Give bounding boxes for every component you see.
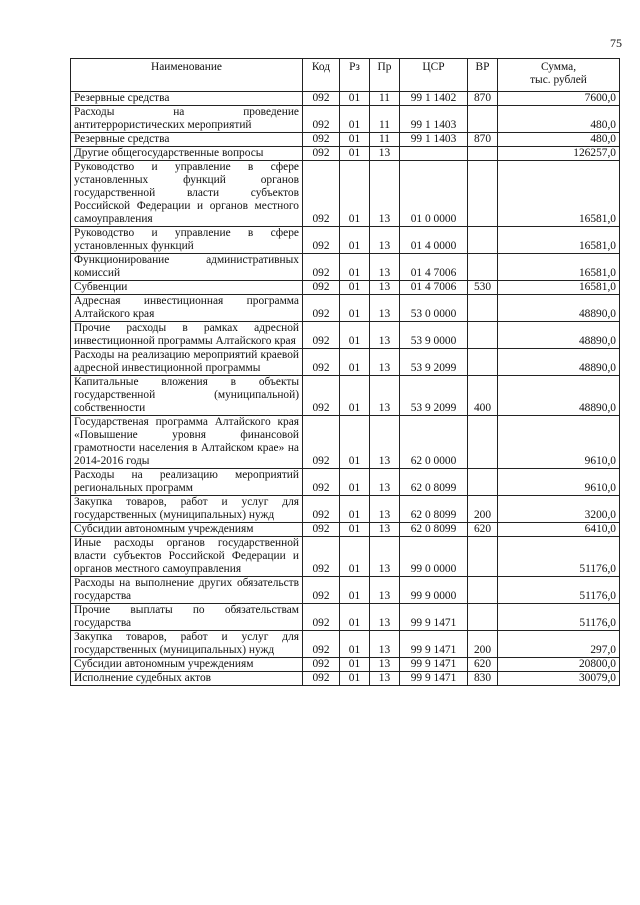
cell-rz: 01 xyxy=(340,349,370,376)
cell-sum: 16581,0 xyxy=(498,281,620,295)
table-row xyxy=(71,254,620,281)
cell-kod: 092 xyxy=(303,161,340,227)
cell-csr: 53 9 0000 xyxy=(400,322,468,349)
cell-name: Прочие расходы в рамках адресной инвестиционной программы Алтайского края xyxy=(71,322,303,349)
cell-sum: 7600,0 xyxy=(498,92,620,106)
cell-pr: 13 xyxy=(370,161,400,227)
cell-sum: 9610,0 xyxy=(498,416,620,469)
cell-kod: 092 xyxy=(303,147,340,161)
cell-name: Руководство и управление в сфере установленных функций органов государственной власти субъектов Российской Федерации и органов местного самоуправления xyxy=(71,161,303,227)
cell-vr xyxy=(468,254,498,281)
cell-vr xyxy=(468,537,498,577)
cell-sum: 9610,0 xyxy=(498,469,620,496)
cell-rz: 01 xyxy=(340,106,370,133)
cell-pr: 11 xyxy=(370,106,400,133)
cell-sum: 48890,0 xyxy=(498,322,620,349)
cell-rz: 01 xyxy=(340,537,370,577)
cell-kod: 092 xyxy=(303,254,340,281)
cell-pr: 13 xyxy=(370,254,400,281)
cell-name: Прочие выплаты по обязательствам государства xyxy=(71,604,303,631)
cell-name: Капитальные вложения в объекты государственной (муниципальной) собственности xyxy=(71,376,303,416)
cell-rz: 01 xyxy=(340,295,370,322)
table-row xyxy=(71,133,620,147)
cell-kod: 092 xyxy=(303,537,340,577)
budget-table xyxy=(70,58,620,686)
cell-pr: 13 xyxy=(370,672,400,686)
cell-name: Субвенции xyxy=(71,281,303,295)
cell-rz: 01 xyxy=(340,281,370,295)
cell-name: Функционирование административных комиссий xyxy=(71,254,303,281)
cell-csr: 99 0 0000 xyxy=(400,537,468,577)
cell-vr xyxy=(468,161,498,227)
cell-vr: 870 xyxy=(468,92,498,106)
cell-vr: 620 xyxy=(468,658,498,672)
cell-kod: 092 xyxy=(303,672,340,686)
table-row xyxy=(71,604,620,631)
cell-csr: 62 0 8099 xyxy=(400,469,468,496)
cell-sum: 51176,0 xyxy=(498,577,620,604)
cell-vr xyxy=(468,577,498,604)
cell-name: Субсидии автономным учреждениям xyxy=(71,523,303,537)
header-sum-line1: Сумма, xyxy=(540,61,577,73)
cell-rz: 01 xyxy=(340,133,370,147)
table-row xyxy=(71,537,620,577)
header-csr: ЦСР xyxy=(400,59,468,92)
cell-rz: 01 xyxy=(340,376,370,416)
cell-name: Расходы на проведение антитеррористических мероприятий xyxy=(71,106,303,133)
cell-csr: 99 9 1471 xyxy=(400,631,468,658)
cell-vr: 530 xyxy=(468,281,498,295)
cell-sum: 16581,0 xyxy=(498,227,620,254)
cell-sum: 51176,0 xyxy=(498,537,620,577)
cell-rz: 01 xyxy=(340,322,370,349)
cell-name: Расходы на выполнение других обязательств государства xyxy=(71,577,303,604)
cell-csr: 01 0 0000 xyxy=(400,161,468,227)
cell-vr xyxy=(468,147,498,161)
cell-vr: 200 xyxy=(468,631,498,658)
cell-kod: 092 xyxy=(303,106,340,133)
header-sum-line2: тыс. рублей xyxy=(530,74,587,86)
cell-csr: 99 1 1403 xyxy=(400,133,468,147)
cell-pr: 13 xyxy=(370,281,400,295)
table-row xyxy=(71,147,620,161)
header-name: Наименование xyxy=(71,59,303,92)
table-row xyxy=(71,322,620,349)
cell-csr: 01 4 7006 xyxy=(400,281,468,295)
cell-csr: 99 9 1471 xyxy=(400,604,468,631)
cell-vr: 870 xyxy=(468,133,498,147)
table-row xyxy=(71,92,620,106)
table-row xyxy=(71,523,620,537)
table-row xyxy=(71,295,620,322)
cell-name: Иные расходы органов государственной власти субъектов Российской Федерации и органов местного самоуправления xyxy=(71,537,303,577)
cell-sum: 6410,0 xyxy=(498,523,620,537)
table-header-row xyxy=(71,59,620,92)
cell-csr: 53 9 2099 xyxy=(400,376,468,416)
cell-kod: 092 xyxy=(303,376,340,416)
cell-vr xyxy=(468,416,498,469)
cell-rz: 01 xyxy=(340,496,370,523)
cell-vr: 830 xyxy=(468,672,498,686)
cell-csr: 53 9 2099 xyxy=(400,349,468,376)
cell-pr: 13 xyxy=(370,604,400,631)
cell-rz: 01 xyxy=(340,254,370,281)
table-row xyxy=(71,281,620,295)
cell-sum: 297,0 xyxy=(498,631,620,658)
cell-pr: 13 xyxy=(370,376,400,416)
header-vr: ВР xyxy=(468,59,498,92)
cell-rz: 01 xyxy=(340,523,370,537)
cell-vr: 620 xyxy=(468,523,498,537)
cell-sum: 480,0 xyxy=(498,106,620,133)
cell-csr: 62 0 8099 xyxy=(400,496,468,523)
cell-rz: 01 xyxy=(340,631,370,658)
cell-rz: 01 xyxy=(340,92,370,106)
cell-sum: 16581,0 xyxy=(498,254,620,281)
cell-pr: 13 xyxy=(370,227,400,254)
cell-pr: 13 xyxy=(370,469,400,496)
cell-pr: 13 xyxy=(370,295,400,322)
cell-vr xyxy=(468,469,498,496)
cell-kod: 092 xyxy=(303,92,340,106)
cell-kod: 092 xyxy=(303,604,340,631)
cell-sum: 48890,0 xyxy=(498,295,620,322)
cell-sum: 30079,0 xyxy=(498,672,620,686)
cell-name: Расходы на реализацию мероприятий краевой адресной инвестиционной программы xyxy=(71,349,303,376)
cell-kod: 092 xyxy=(303,631,340,658)
cell-rz: 01 xyxy=(340,161,370,227)
cell-pr: 13 xyxy=(370,322,400,349)
cell-pr: 11 xyxy=(370,133,400,147)
cell-name: Субсидии автономным учреждениям xyxy=(71,658,303,672)
cell-sum: 48890,0 xyxy=(498,376,620,416)
page-number: 75 xyxy=(610,36,622,50)
table-row xyxy=(71,227,620,254)
cell-name: Резервные средства xyxy=(71,133,303,147)
cell-sum: 51176,0 xyxy=(498,604,620,631)
cell-csr: 99 9 1471 xyxy=(400,672,468,686)
cell-vr xyxy=(468,227,498,254)
cell-sum: 16581,0 xyxy=(498,161,620,227)
cell-rz: 01 xyxy=(340,577,370,604)
cell-name: Резервные средства xyxy=(71,92,303,106)
cell-pr: 13 xyxy=(370,496,400,523)
cell-pr: 13 xyxy=(370,577,400,604)
cell-vr xyxy=(468,349,498,376)
cell-name: Исполнение судебных актов xyxy=(71,672,303,686)
table-row xyxy=(71,658,620,672)
cell-pr: 13 xyxy=(370,349,400,376)
table-row xyxy=(71,469,620,496)
cell-pr: 13 xyxy=(370,523,400,537)
cell-rz: 01 xyxy=(340,604,370,631)
cell-name: Руководство и управление в сфере установленных функций xyxy=(71,227,303,254)
cell-csr: 62 0 8099 xyxy=(400,523,468,537)
header-sum xyxy=(498,59,620,92)
cell-pr: 13 xyxy=(370,147,400,161)
cell-csr: 01 4 7006 xyxy=(400,254,468,281)
cell-csr: 99 9 0000 xyxy=(400,577,468,604)
cell-rz: 01 xyxy=(340,658,370,672)
cell-csr: 99 9 1471 xyxy=(400,658,468,672)
cell-sum: 480,0 xyxy=(498,133,620,147)
cell-kod: 092 xyxy=(303,416,340,469)
cell-kod: 092 xyxy=(303,349,340,376)
header-pr: Пр xyxy=(370,59,400,92)
cell-name: Адресная инвестиционная программа Алтайского края xyxy=(71,295,303,322)
cell-vr xyxy=(468,604,498,631)
cell-csr: 53 0 0000 xyxy=(400,295,468,322)
cell-name: Расходы на реализацию мероприятий региональных программ xyxy=(71,469,303,496)
cell-kod: 092 xyxy=(303,281,340,295)
cell-kod: 092 xyxy=(303,227,340,254)
cell-pr: 13 xyxy=(370,658,400,672)
cell-vr: 200 xyxy=(468,496,498,523)
cell-rz: 01 xyxy=(340,672,370,686)
cell-kod: 092 xyxy=(303,469,340,496)
cell-sum: 126257,0 xyxy=(498,147,620,161)
table-row xyxy=(71,349,620,376)
table-row xyxy=(71,416,620,469)
cell-csr: 01 4 0000 xyxy=(400,227,468,254)
cell-kod: 092 xyxy=(303,658,340,672)
cell-rz: 01 xyxy=(340,147,370,161)
cell-rz: 01 xyxy=(340,227,370,254)
cell-kod: 092 xyxy=(303,496,340,523)
header-kod: Код xyxy=(303,59,340,92)
cell-rz: 01 xyxy=(340,416,370,469)
cell-name: Государственая программа Алтайского края «Повышение уровня финансовой грамотности населения в Алтайском крае» на 2014-2016 годы xyxy=(71,416,303,469)
cell-kod: 092 xyxy=(303,577,340,604)
cell-vr xyxy=(468,106,498,133)
cell-name: Закупка товаров, работ и услуг для государственных (муниципальных) нужд xyxy=(71,631,303,658)
cell-rz: 01 xyxy=(340,469,370,496)
cell-pr: 13 xyxy=(370,537,400,577)
cell-sum: 48890,0 xyxy=(498,349,620,376)
cell-vr xyxy=(468,295,498,322)
cell-kod: 092 xyxy=(303,322,340,349)
cell-name: Другие общегосударственные вопросы xyxy=(71,147,303,161)
cell-sum: 3200,0 xyxy=(498,496,620,523)
header-rz: Рз xyxy=(340,59,370,92)
cell-pr: 13 xyxy=(370,631,400,658)
table-row xyxy=(71,376,620,416)
table-row xyxy=(71,496,620,523)
cell-pr: 13 xyxy=(370,416,400,469)
cell-name: Закупка товаров, работ и услуг для государственных (муниципальных) нужд xyxy=(71,496,303,523)
cell-pr: 11 xyxy=(370,92,400,106)
cell-kod: 092 xyxy=(303,523,340,537)
table-row xyxy=(71,631,620,658)
table-row xyxy=(71,161,620,227)
table-row xyxy=(71,672,620,686)
table-row xyxy=(71,577,620,604)
cell-sum: 20800,0 xyxy=(498,658,620,672)
cell-csr: 62 0 0000 xyxy=(400,416,468,469)
cell-csr: 99 1 1403 xyxy=(400,106,468,133)
table-row xyxy=(71,106,620,133)
cell-vr xyxy=(468,322,498,349)
cell-vr: 400 xyxy=(468,376,498,416)
cell-kod: 092 xyxy=(303,295,340,322)
cell-csr xyxy=(400,147,468,161)
cell-csr: 99 1 1402 xyxy=(400,92,468,106)
cell-kod: 092 xyxy=(303,133,340,147)
